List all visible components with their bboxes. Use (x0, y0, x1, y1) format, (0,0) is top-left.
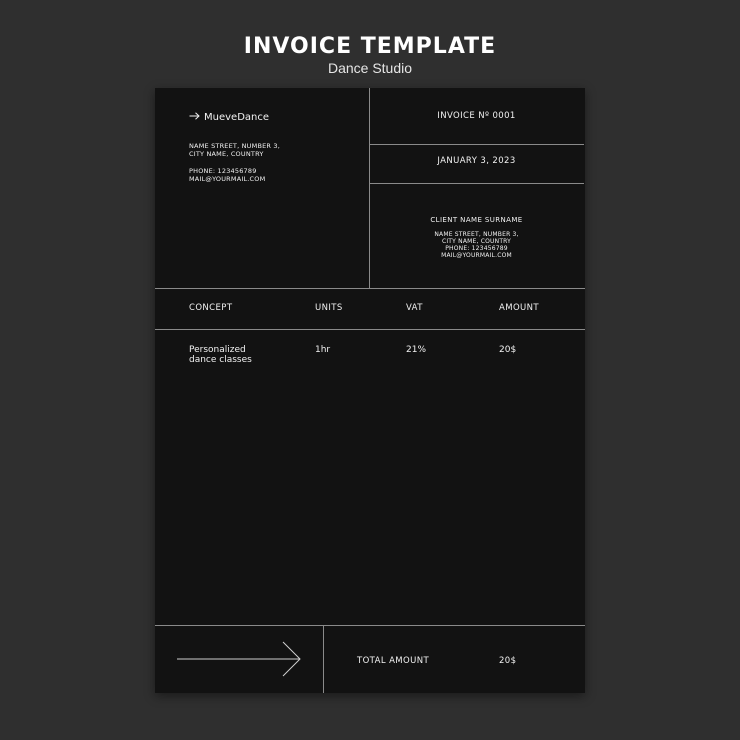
company-name: MueveDance (204, 112, 270, 123)
company-address-line1: NAME STREET, NUMBER 3, (189, 142, 280, 150)
company-contact (189, 167, 265, 183)
table-row-vat: 21% (406, 345, 427, 355)
date-divider (369, 183, 584, 184)
invoice-document (155, 88, 585, 693)
client-details (369, 231, 584, 259)
table-row-amount: 20$ (499, 345, 517, 355)
column-header-amount: AMOUNT (499, 303, 540, 313)
table-header-top-rule (155, 288, 585, 289)
footer-top-rule (155, 625, 585, 626)
concept-line1: Personalized (189, 345, 246, 355)
table-row-units: 1hr (315, 345, 331, 355)
client-email: MAIL@YOURMAIL.COM (441, 252, 512, 259)
concept-line2: dance classes (189, 355, 252, 365)
column-header-vat: VAT (406, 303, 423, 313)
arrow-right-icon (189, 112, 200, 123)
column-header-concept: CONCEPT (189, 303, 233, 313)
company-address (189, 142, 280, 158)
long-arrow-right-icon (177, 641, 303, 681)
total-amount-value: 20$ (499, 656, 517, 666)
invoice-number-divider (369, 144, 584, 145)
invoice-date: JANUARY 3, 2023 (437, 156, 516, 166)
client-address-line2: CITY NAME, COUNTRY (441, 238, 512, 245)
table-row-concept (189, 345, 252, 365)
column-header-units: UNITS (315, 303, 343, 313)
total-amount-label: TOTAL AMOUNT (357, 656, 430, 666)
page-subtitle: Dance Studio (327, 60, 413, 76)
company-phone: PHONE: 123456789 (189, 167, 257, 175)
footer-divider-vertical (323, 625, 324, 693)
client-name: CLIENT NAME SURNAME (430, 216, 523, 224)
company-address-line2: CITY NAME, COUNTRY (189, 150, 264, 158)
client-phone: PHONE: 123456789 (445, 245, 508, 252)
page-title: INVOICE TEMPLATE (243, 34, 497, 59)
company-email: MAIL@YOURMAIL.COM (189, 175, 266, 183)
company-brand (189, 112, 269, 123)
invoice-number: INVOICE Nº 0001 (437, 111, 516, 121)
table-header-bottom-rule (155, 329, 585, 330)
client-address-line1: NAME STREET, NUMBER 3, (434, 231, 519, 238)
